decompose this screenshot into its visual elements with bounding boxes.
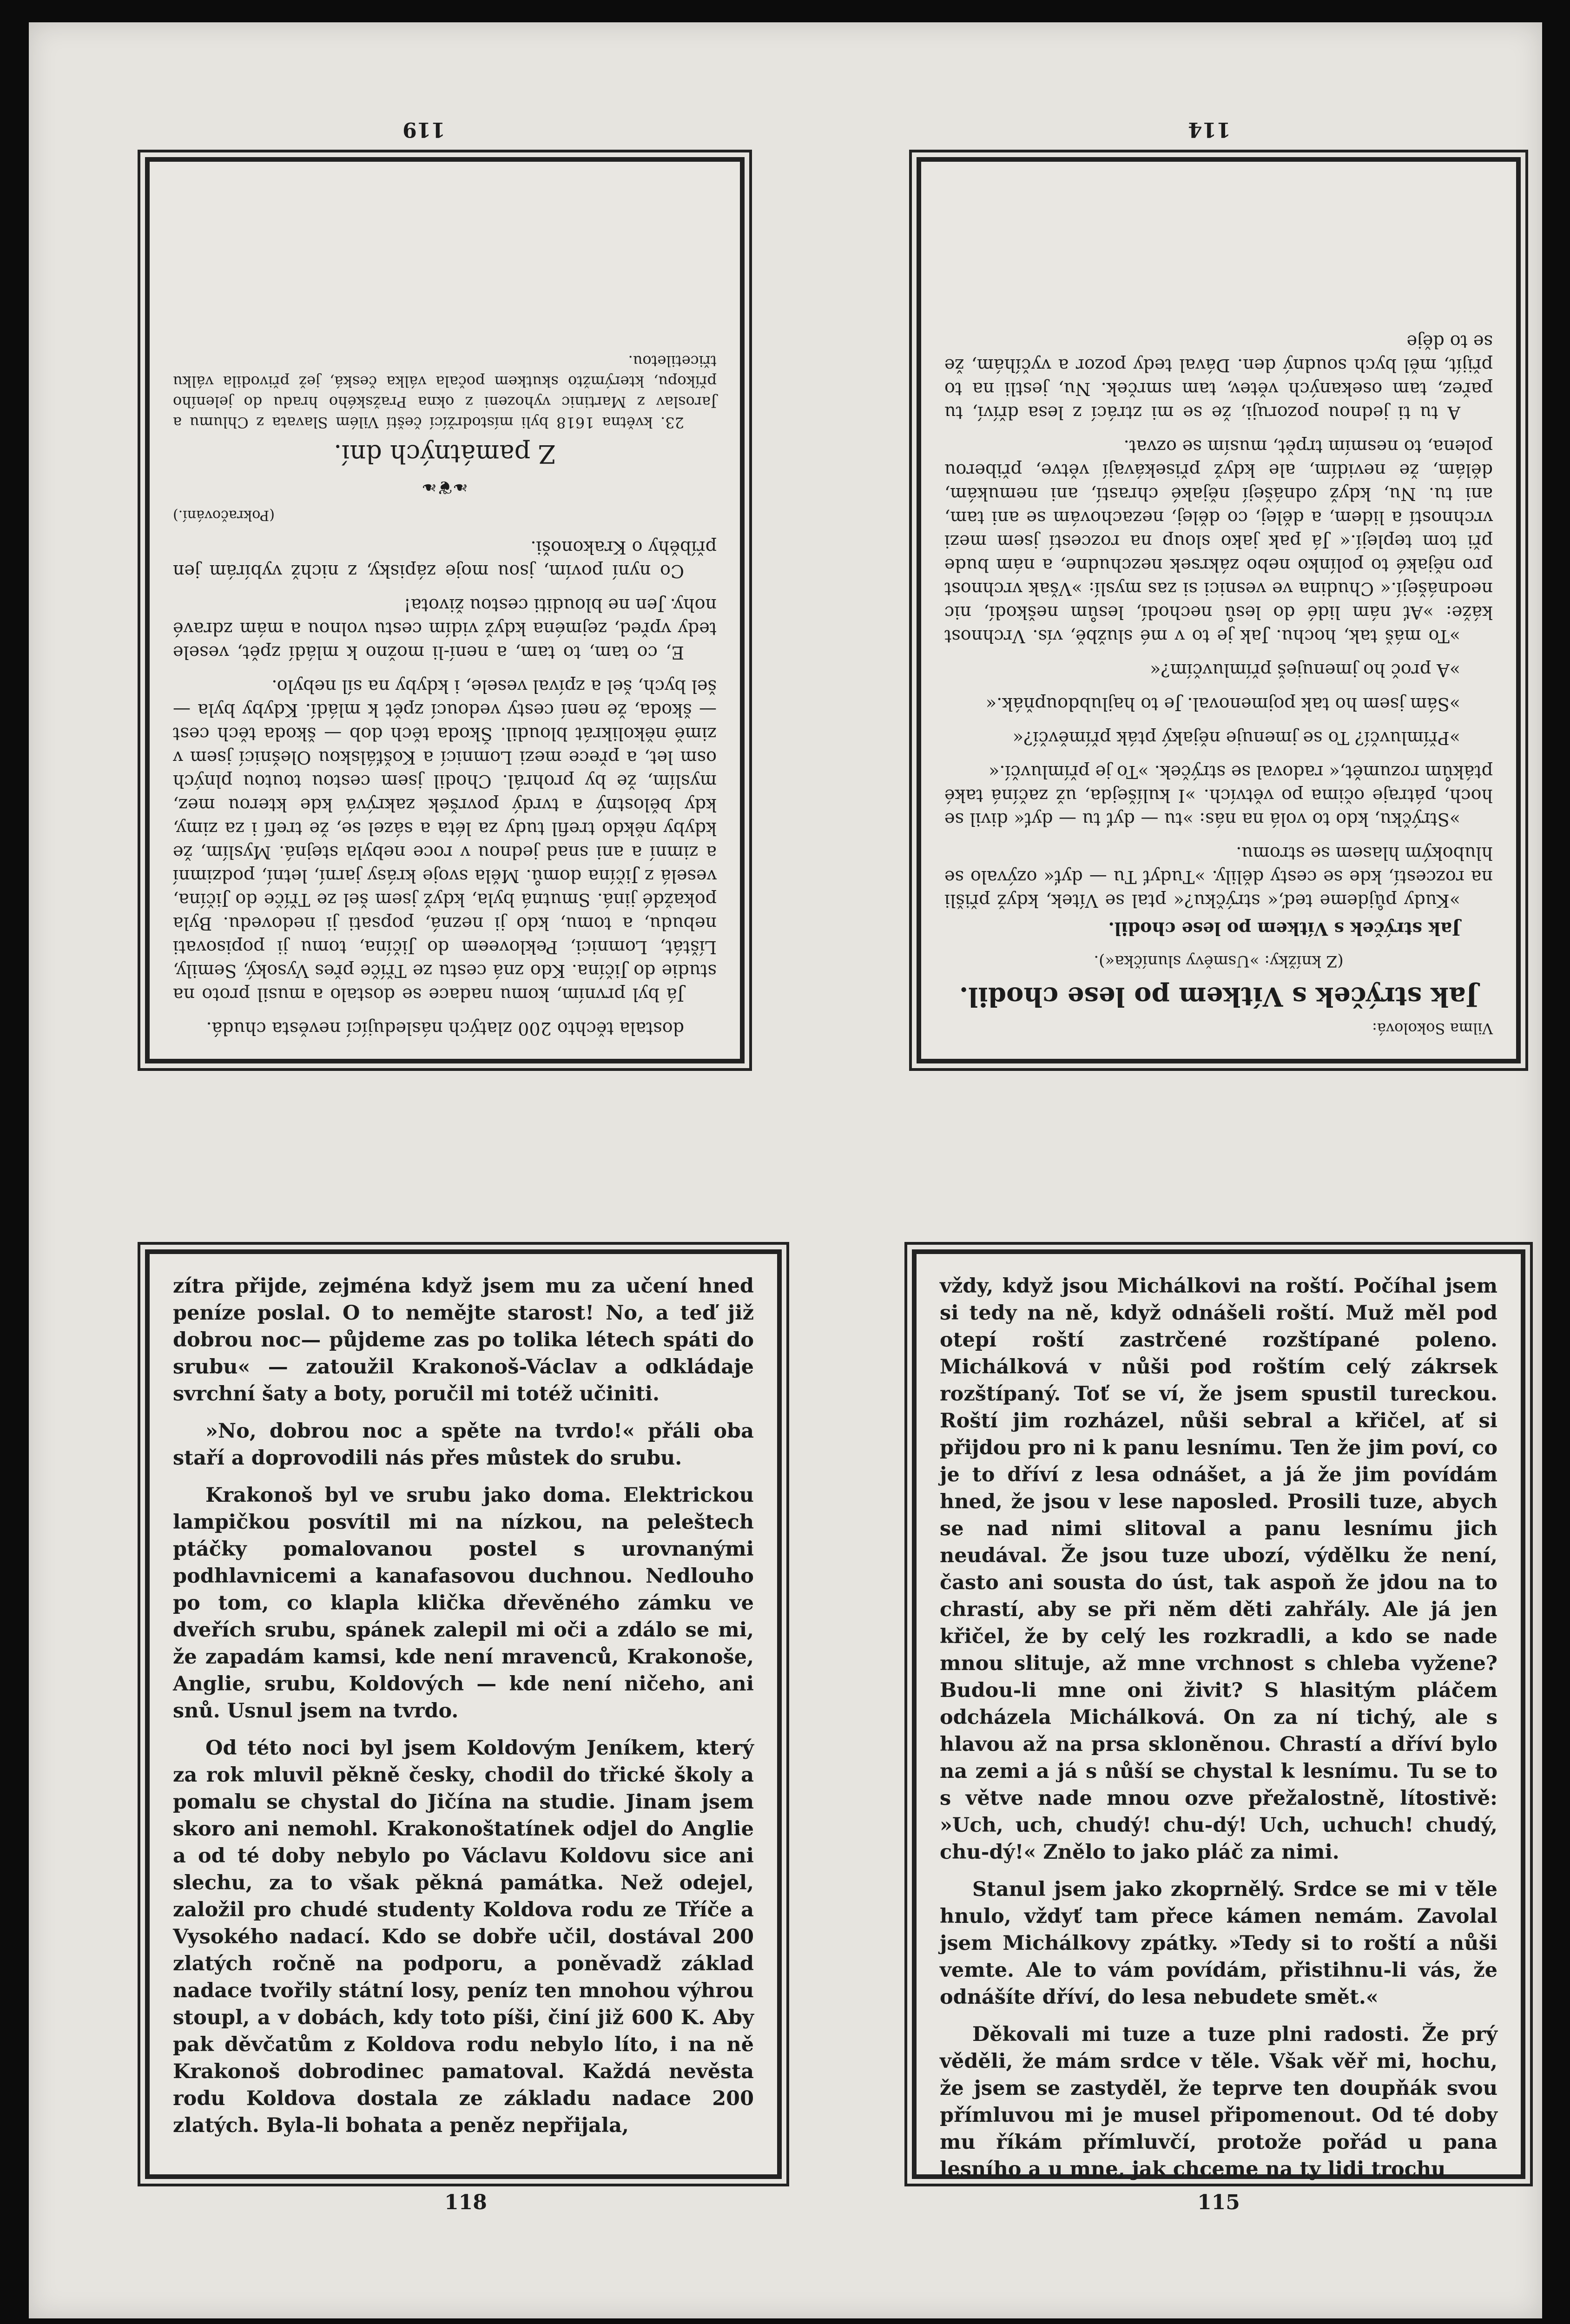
paragraph: vždy, když jsou Michálkovi na roští. Počíhal jsem si tedy na ně, když odnášeli roští. Muž měl pod otepí roští zastrčené rozštípané poleno. Michálková v nůši pod roštím celý zákrsek rozštípaný. Toť se ví, že jsem spustil tureckou. Roští jim rozházel, nůši sebral a křičel, ať si přijdou pro ni k panu lesnímu. Ten že jim poví, co je to dříví z lesa odnášet, a já že jim povídám hned, že jsou v lese naposled. Prosili tuze, abych se nad nimi slitoval a panu lesnímu jich neudával. Že jsou tuze ubozí, výdělku že není, často ani sousta do úst, tak aspoň že jdou na to chrastí, aby se při něm děti zahřály. Ale já jen křičel, že by celý les rozkradli, a kdo se nade mnou slituje, až mne vrchnost s chleba vyžene? Budou-li mne oni živit? S hlasitým pláčem odcházela Michálková. On za ní tichý, ale s hlavou až na prsa skloněnou. Chrastí a dříví bylo na zemi a já s nůší se chystal k lesnímu. Tu se to s větve nade mnou ozve přežalostně, lítostivě: »Uch, uch, chudý! chu-dý! Uch, uchuch! chudý, chu-dý!« Znělo to jako pláč za nimi. xyxy=(940,1274,1497,1864)
paragraph: »Strýčku, kdo to volá na nás: »tu — dyť tu — dyť« divil se hoch, pátraje očima po větvích. »I kulíšejda, už začíná také ptákům rozumět,« radoval se strýček. »To je přímluvčí.« xyxy=(944,762,1493,830)
page-114 xyxy=(917,157,1521,1063)
page-119 xyxy=(145,157,745,1063)
page-number-115: 115 xyxy=(1197,2191,1240,2214)
paragraph: »No, dobrou noc a spěte na tvrdo!« přáli oba staří a doprovodili nás přes můstek do srubu. xyxy=(173,1419,754,1470)
section-title: Z památných dní. xyxy=(334,439,556,469)
history-note: 23. května 1618 byli místodržící čeští Vilém Slavata z Chlumu a Jaroslav z Martinic vyhozeni z okna Pražského hradu do jeleního příkopu, kterýmžto skutkem počala válka česká, jež přivodila válku třicetiletou. xyxy=(173,352,717,431)
paragraph: dostala těchto 200 zlatých následující nevěsta chudá. xyxy=(206,1018,684,1039)
paragraph: Krakonoš byl ve srubu jako doma. Elektrickou lampičkou posvítil mi na nízkou, na peleštech ptáčky pomalovanou postel s urovnanými podhlavnicemi a kanafasovou duchnou. Nedlouho po tom, co klapla klička dřevěného zámku ve dveřích srubu, spánek zalepil mi oči a zdálo se mi, že zapadám kamsi, kde není mravenců, Krakonoše, Anglie, srubu, Koldových — kde není ničeho, ani snů. Usnul jsem na tvrdo. xyxy=(173,1484,754,1723)
paragraph: »Kudy půjdeme teď,« strýčku?« ptal se Vítek, když přišli na rozcestí, kde se cesty dělily. »Tudyť Tu — dyť« ozývalo se hlubokým hlasem se stromu. xyxy=(944,843,1493,911)
chapter-heading: Jak strýček s Vítkem po lese chodil. xyxy=(1108,918,1460,939)
page-number-118: 118 xyxy=(444,2191,487,2214)
paragraph: »Přímluvčí? To se jmenuje nějaký pták příměvčí?« xyxy=(1012,728,1460,748)
page-number-114: 114 xyxy=(1188,118,1231,141)
scanned-sheet xyxy=(29,22,1542,2318)
page-118 xyxy=(145,1249,782,2179)
paragraph: Stanul jsem jako zkoprnělý. Srdce se mi v těle hnulo, vždyť tam přece kámen nemám. Zavolal jsem Michálkovy zpátky. »Tedy si to roští a nůši vemte. Ale to vám povídám, přistihnu-li vás, že odnášíte dříví, do lesa nebudete smět.« xyxy=(940,1878,1497,2009)
story-subtitle: (Z knížky: »Usměvy sluníčka«). xyxy=(1094,952,1344,971)
paragraph: »Sám jsem ho tak pojmenoval. Je to hajlubdoupňák.« xyxy=(985,694,1460,714)
author: Vilma Sokolová: xyxy=(1372,1020,1493,1037)
paragraph: A tu ti jednou pozoruji, že se mi ztrácí z lesa dříví, tu pařez, tam osekaných větev, tam smrček. Nu, jestli na to přijít, měl bych soudný den. Dával tedy pozor a vyčíhám, že se to děje xyxy=(944,331,1493,423)
story-title: Jak strýček s Vítkem po lese chodil. xyxy=(959,981,1478,1012)
page-119-text xyxy=(173,180,717,1040)
page-number-119: 119 xyxy=(402,118,445,141)
paragraph: zítra přijde, zejména když jsem mu za učení hned peníze poslal. O to nemějte starost! No, a teď již dobrou noc— půjdeme zas po tolika létech spáti do srubu« — zatoužil Krakonoš-Václav a odkládaje svrchní šaty a boty, poručil mi totéž učiniti. xyxy=(173,1274,754,1406)
ornament: ❧❦❧ xyxy=(421,476,468,498)
page-115 xyxy=(912,1249,1525,2179)
page-115-text xyxy=(940,1273,1497,2181)
paragraph: Děkovali mi tuze a tuze plni radosti. Že prý věděli, že mám srdce v těle. Však věř mi, hochu, že jsem se zastyděl, že teprve ten doupňák svou přímluvou mi je musel připomenout. Od té doby mu říkám přímluvčí, protože pořád u pana lesního a u mne, jak chceme na ty lidi trochu xyxy=(940,2023,1497,2181)
paragraph: Co nyní povím, jsou moje zápisky, z nichž vybírám jen příběhy o Krakonoši. xyxy=(173,537,717,581)
paragraph: Od této noci byl jsem Koldovým Jeníkem, který za rok mluvil pěkně česky, chodil do třické školy a pomalu se chystal do Jičína na studie. Jinam jsem skoro ani nemohl. Krakonoštatínek odjel do Anglie a od té doby nebylo po Václavu Koldovu sice ani slechu, za to však pěkná památka. Než odejel, založil pro chudé studenty Koldova rodu ze Tříče a Vysokého nadací. Kdo se dobře učil, dostával 200 zlatých ročně na podporu, a poněvadž základ nadace tvořily státní losy, peníz ten mnohou výhrou stoupl, a v dobách, kdy toto píši, činí již 600 K. Aby pak děvčatům z Koldova rodu nebylo líto, i na ně Krakonoš dobrodinec pamatoval. Každá nevěsta rodu Koldova dostala ze základu nadace 200 zlatých. Byla-li bohata a peněz nepřijala, xyxy=(173,1736,754,2137)
page-114-text xyxy=(944,180,1493,1040)
paragraph: E, co tam, to tam, a není-li možno k mládí zpět, vesele tedy vpřed, zejména když vidím cestu volnou a mám zdravé nohy. Jen ne blouditi cestou života! xyxy=(173,595,717,663)
paragraph: Já byl prvním, komu nadace se dostalo a musil proto na studie do Jičína. Kdo zná cestu ze Tříče přes Vysoký, Semily, Líštát, Lomnici, Pekloveem do Jičína, tomu ji popisovati nebudu, a tomu, kdo ji nezná, popsati ji nedovedu. Byla pokaždé jiná. Smutná byla, když jsem šel ze Tříče do Jičína, veselá z Jičína domů. Měla svoje krásy jarní, letní, podzimní a zimní a ani snad jednou v roce nebyla stejná. Myslím, že kdyby někdo trefil tudy za léta a sázel se, že trefí i za zimy, kdy bělostný a tvrdý površek zakrývá kde kterou mez, myslím, že by prohrál. Chodil jsem cestou toutou plných osm let, a přece mezi Lomnicí a Košťálskou Olešnicí jsem v zimě několikrát bloudil. Škoda těch dob — škoda těch cest — škoda, že není cesty vedoucí zpět k mládí. Kdyby byla — šel bych, šel a zpíval vesele, i kdyby na síl nebylo. xyxy=(173,676,717,1005)
paragraph: »To máš tak, hochu. Jak je to v mé službě, vís. Vrchnost káže: »Ať nám lidé do lesů nechodí, lesům neškodí, nic neodnášejí.« Chudina ve vesnici si zas myslí: »Však vrchnost pro nějaké to polínko nebo zákrsek nezchudne, a nám bude při tom teplejí.« Já pak jako sloup na rozcestí jsem mezi vrchností a lidem, a dělej, co dělej, nezachovám se ani tam, ani tu. Nu, když odnášejí nějaké chrastí, ani nemukám, dělám, že nevidím, ale když přisekávají větve, přiberou polena, to nesmím trpět, musím se ozvat. xyxy=(944,436,1493,647)
paragraph: »A proč ho jmenuješ přímluvčím?« xyxy=(1150,660,1460,680)
page-118-text xyxy=(173,1273,754,2156)
continued-note: (Pokračování.) xyxy=(173,507,275,523)
